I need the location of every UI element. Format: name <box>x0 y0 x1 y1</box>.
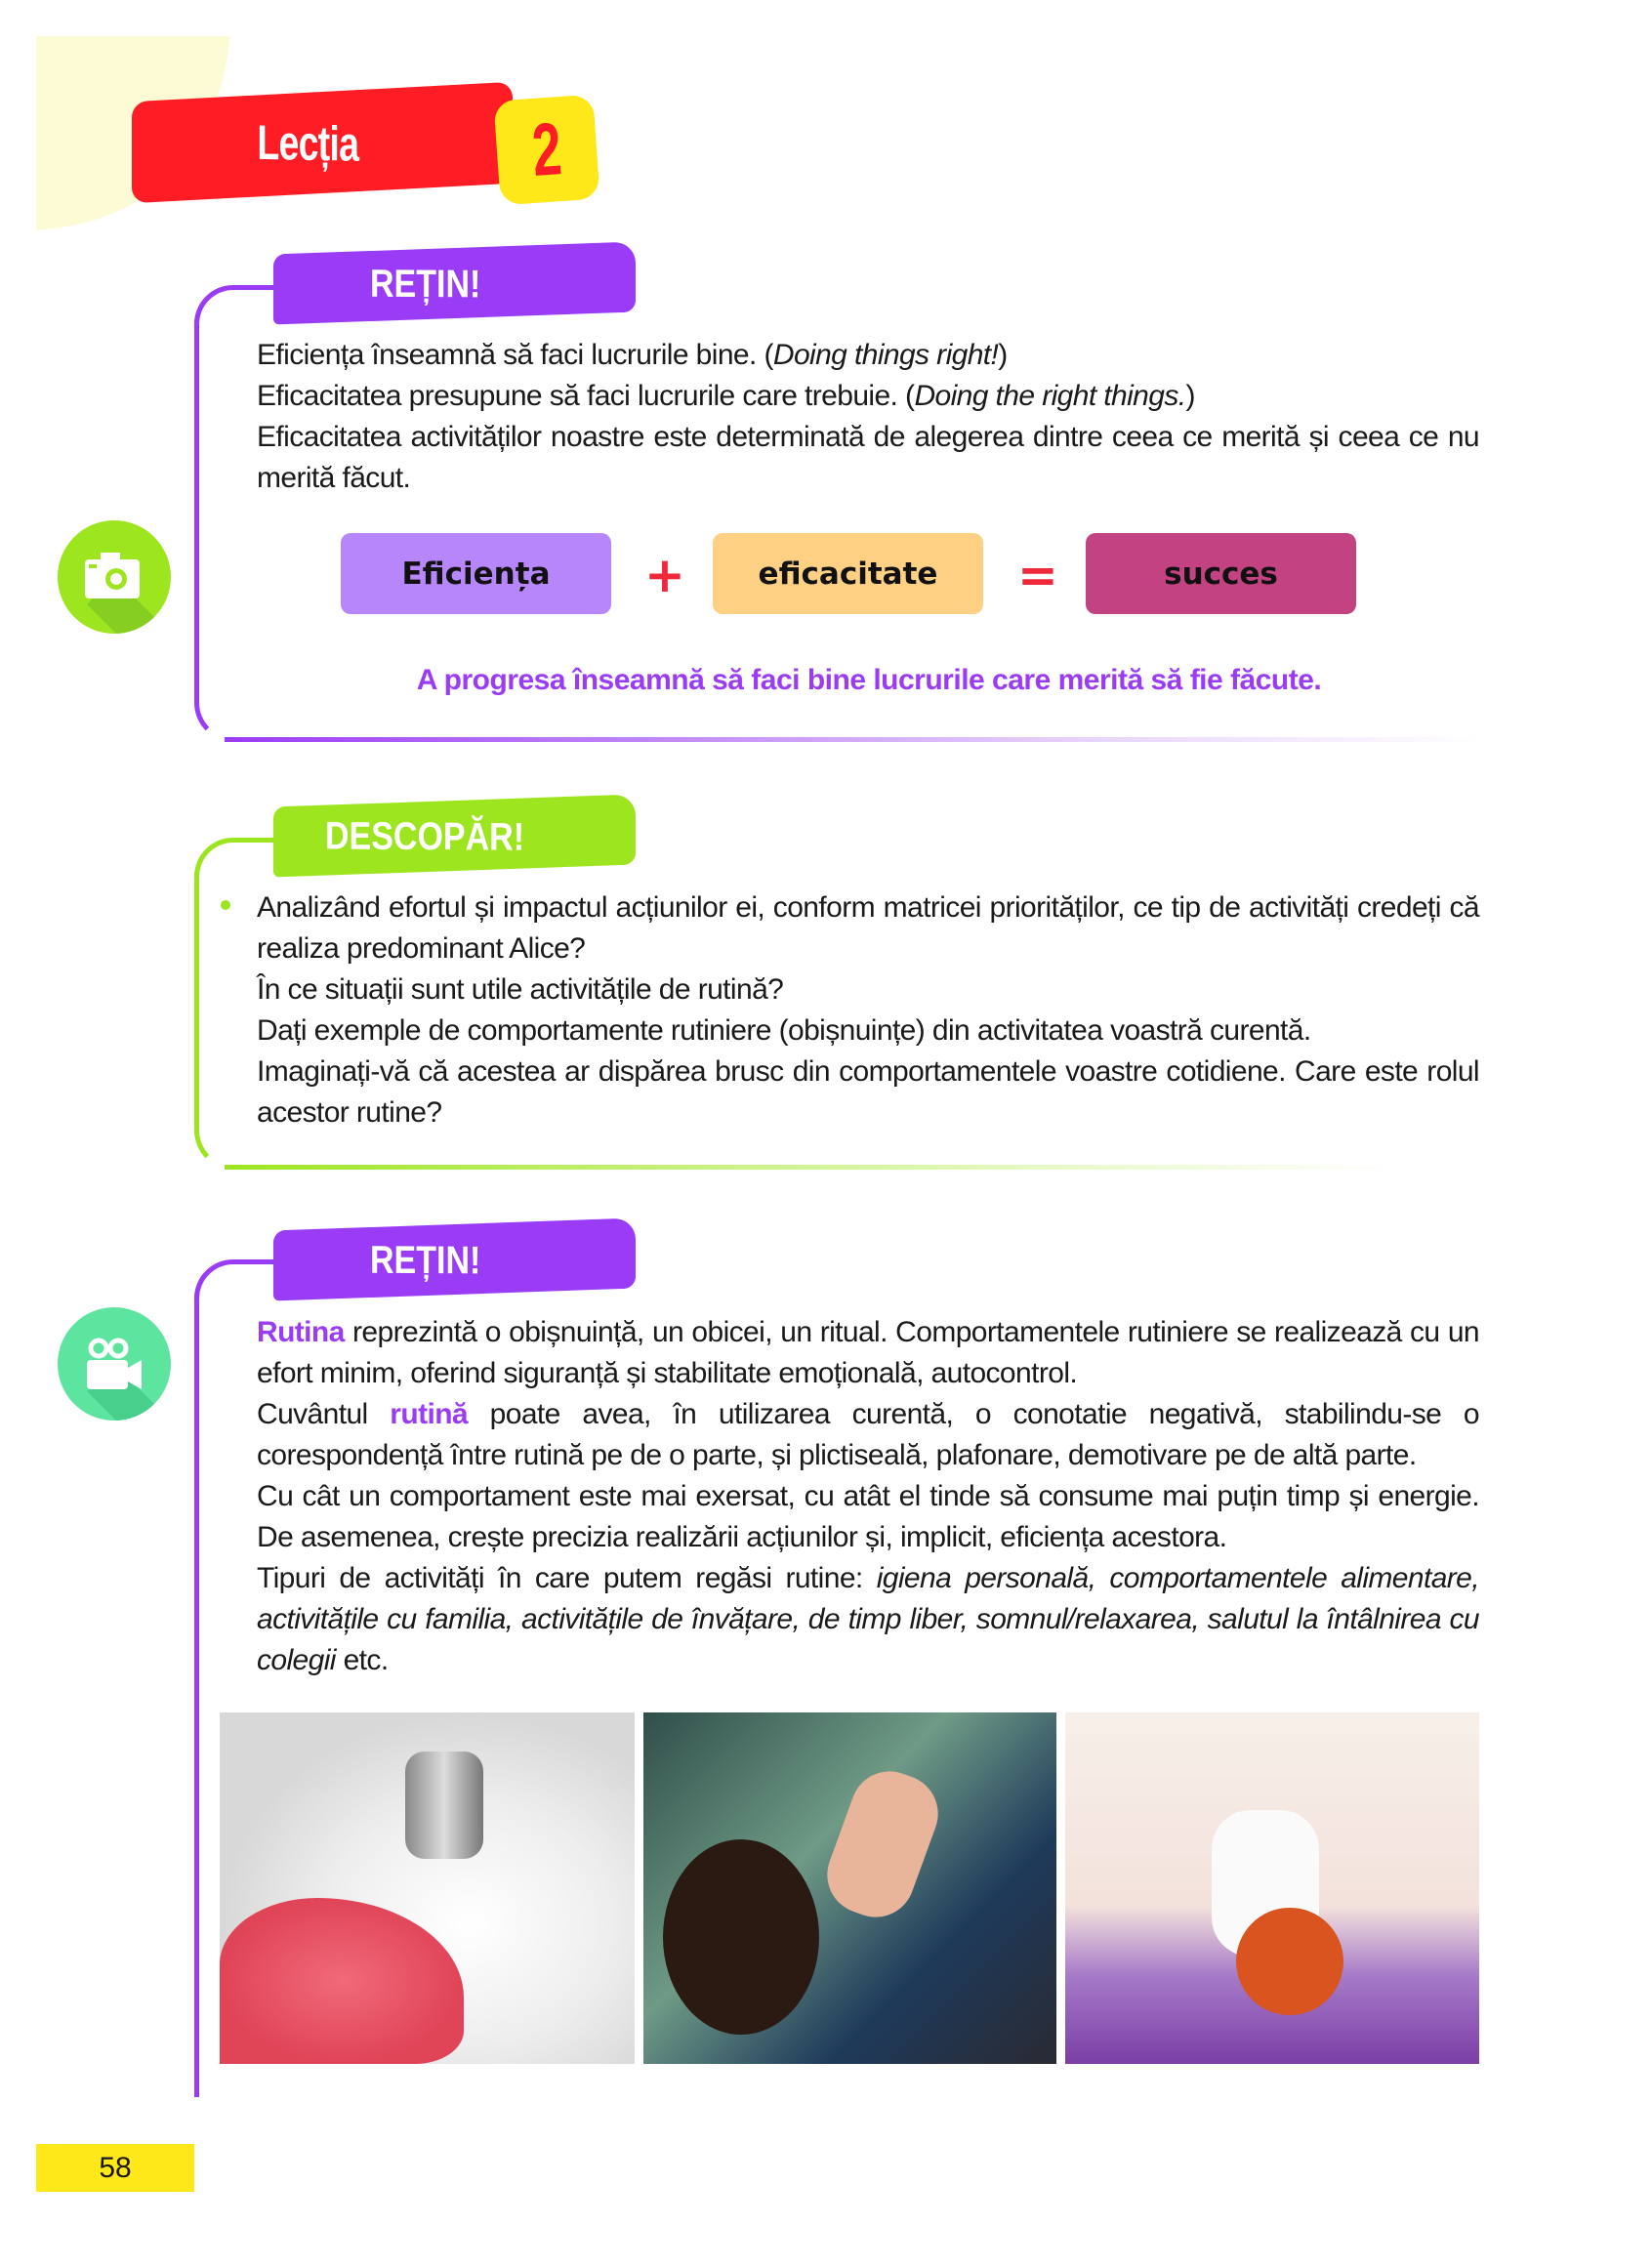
formula-success: succes <box>1086 533 1356 614</box>
photo-girl-waking <box>1065 1712 1479 2064</box>
camera-icon <box>58 520 171 634</box>
video-camera-icon <box>58 1307 171 1421</box>
descopar-tab <box>273 795 636 878</box>
photo-handwashing <box>220 1712 635 2064</box>
tab-title: REȚIN! <box>369 1238 481 1282</box>
hands <box>220 1898 464 2064</box>
retin1-text <box>220 335 1479 499</box>
question-1: Analizând efortul și impactul acțiunilor ei, conform matricei priorităților, ce tip de activități credeți că realiza predominant Alice? <box>257 891 1479 965</box>
paragraph-3: Cu cât un comportament este mai exersat, cu atât el tinde să consume mai puțin timp și energie. De asemenea, crește precizia realizării acțiunilor și, implicit, eficiența acestora. <box>257 1480 1479 1553</box>
equals-sign: = <box>1017 547 1058 603</box>
formula-efficiency: Eficiența <box>341 533 611 614</box>
question-4: Imaginați-vă că acestea ar dispărea brusc din comportamentele voastre cotidiene. Care este rolul acestor rutine? <box>257 1055 1479 1129</box>
boy-head <box>663 1839 819 2035</box>
teddy-bear <box>1236 1908 1343 2015</box>
paragraph-1: Rutina reprezintă o obișnuință, un obicei, un ritual. Comportamentele rutiniere se realizează cu un efort minim, oferind siguranță și stabilitate emoțională, autocontrol. <box>257 1316 1479 1389</box>
lesson-label: Lecția <box>257 114 358 172</box>
raised-hand <box>816 1760 949 1928</box>
line-2: Eficacitatea presupune să faci lucrurile care trebuie. (Doing the right things.) <box>257 380 1195 412</box>
question-3: Dați exemple de comportamente rutiniere (obișnuințe) din activitatea voastră curentă. <box>257 1014 1311 1047</box>
tagline: A progresa înseamnă să faci bine lucrurile care merită să fie făcute. <box>416 664 1322 696</box>
retin2-text <box>220 1312 1479 1681</box>
line-3: Eficacitatea activităților noastre este determinată de alegerea dintre ceea ce merită și ceea ce nu merită făcut. <box>257 421 1479 494</box>
descopar-text <box>220 887 1479 1134</box>
lesson-number-badge <box>493 95 599 206</box>
faucet <box>405 1752 483 1859</box>
lesson-number: 2 <box>529 107 564 192</box>
formula-efficacy: eficacitate <box>713 533 983 614</box>
photo-greeting <box>643 1712 1056 2064</box>
box-bottom-line <box>225 737 1484 742</box>
retin-tab-2 <box>273 1218 636 1301</box>
paragraph-2: Cuvântul rutină poate avea, în utilizarea curentă, o conotatie negativă, stabilindu-se o corespondență între rutină pe de o parte, și plictiseală, plafonare, demotivare pe de altă parte. <box>257 1398 1479 1471</box>
page-number: 58 <box>36 2144 194 2192</box>
tab-title: DESCOPĂR! <box>325 813 525 859</box>
paragraph-4: Tipuri de activități în care putem regăsi rutine: igiena personală, comportamentele alimentare, activitățile cu familia, activitățile de învățare, de timp liber, somnul/relaxarea, salutul la întâlnirea cu colegii etc. <box>257 1562 1480 1676</box>
lesson-banner <box>132 82 513 203</box>
retin-tab-1 <box>273 242 636 325</box>
box-bottom-line <box>225 1165 1396 1170</box>
plus-sign: + <box>644 547 685 603</box>
question-2: În ce situații sunt utile activitățile de rutină? <box>257 973 784 1006</box>
tab-title: REȚIN! <box>369 262 481 306</box>
line-1: Eficiența înseamnă să faci lucrurile bine. (Doing things right!) <box>257 339 1008 371</box>
